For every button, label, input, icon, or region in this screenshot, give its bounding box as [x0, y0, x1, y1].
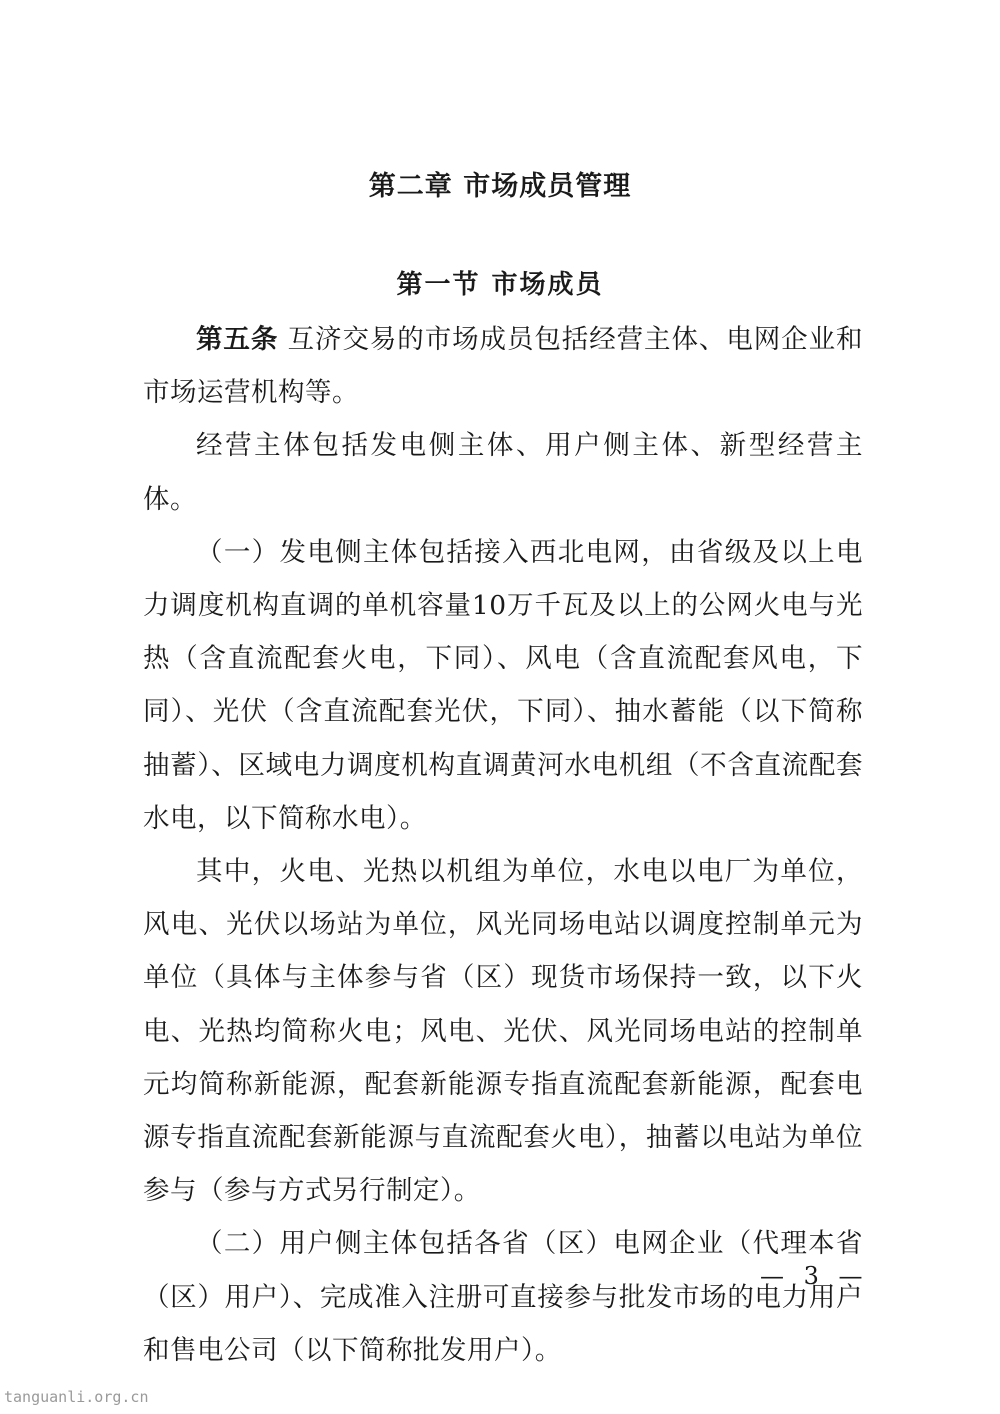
article-paragraph	[143, 313, 863, 419]
chapter-title: 第二章 市场成员管理	[368, 171, 632, 202]
paragraph: 其中，火电、光热以机组为单位，水电以电厂为单位，风电、光伏以场站为单位，风光同场电站以调度控制单元为单位（具体与主体参与省（区）现货市场保持一致，以下火电、光热均简称火电；风电、光伏、风光同场电站的控制单元均简称新能源，配套新能源专指直流配套新能源，配套电源专指直流配套新能源与直流配套火电），抽蓄以电站为单位参与（参与方式另行制定）。	[143, 856, 863, 1207]
paragraph: （二）用户侧主体包括各省（区）电网企业（代理本省（区）用户）、完成准入注册可直接参与批发市场的电力用户和售电公司（以下简称批发用户）。	[143, 1228, 863, 1366]
body-text	[143, 313, 863, 1377]
paragraph: （一）发电侧主体包括接入西北电网，由省级及以上电力调度机构直调的单机容量10万千瓦及以上的公网火电与光热（含直流配套火电，下同）、风电（含直流配套风电，下同）、光伏（含直流配套光伏，下同）、抽水蓄能（以下简称抽蓄）、区域电力调度机构直调黄河水电机组（不含直流配套水电，以下简称水电）。	[143, 536, 863, 834]
article-label: 第五条	[196, 324, 279, 355]
page-number: — 3 —	[760, 1262, 869, 1290]
section-title: 第一节 市场成员	[396, 270, 604, 300]
watermark: tanguanli.org.cn	[4, 1388, 149, 1406]
paragraph: 经营主体包括发电侧主体、用户侧主体、新型经营主体。	[143, 430, 863, 515]
article-text: 互济交易的市场成员包括经营主体、电网企业和市场运营机构等。	[143, 324, 863, 409]
